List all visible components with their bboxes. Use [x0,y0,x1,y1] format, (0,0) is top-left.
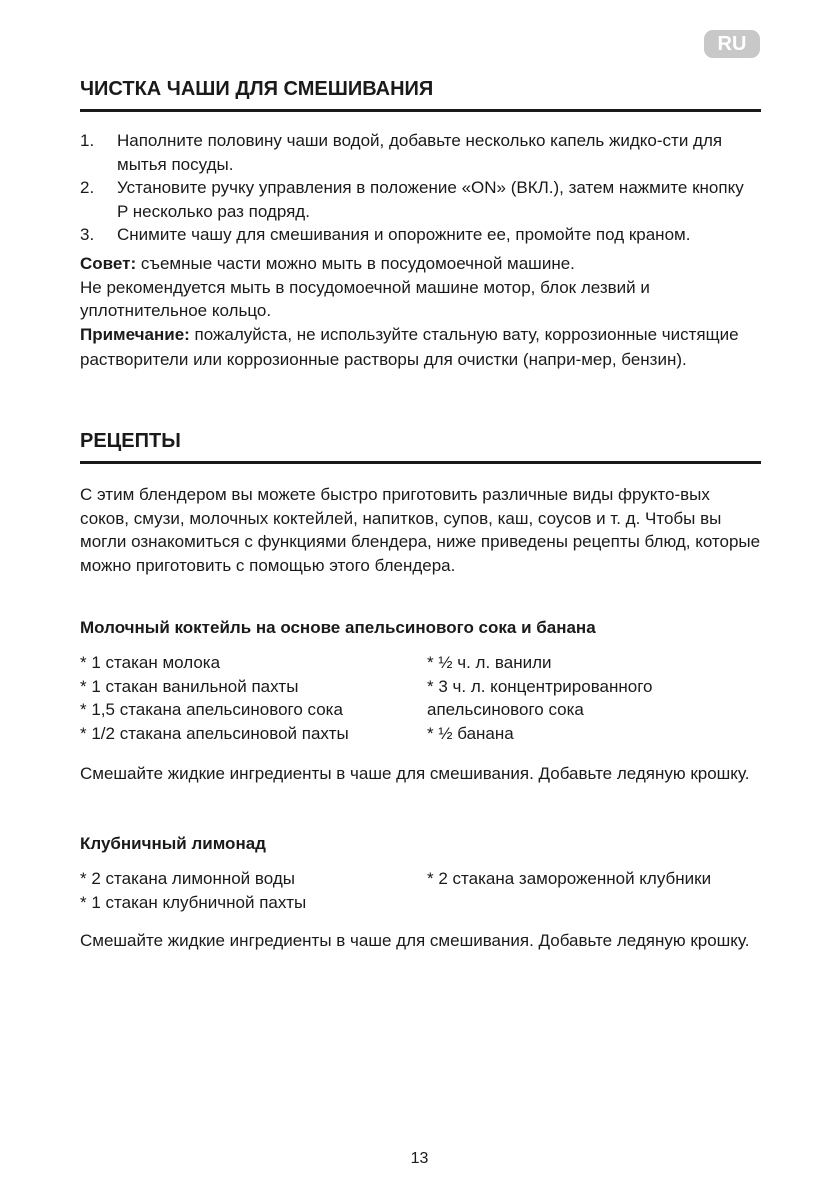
step [80,129,752,176]
tip-label: Совет: [80,254,137,273]
recipe-instructions: Смешайте жидкие ингредиенты в чаше для смешивания. Добавьте ледяную крошку. [80,764,750,783]
ingredient: апельсинового сока [427,700,584,719]
ingredients [80,867,762,914]
step-number: 3. [80,225,95,244]
note-text: пожалуйста, не используйте стальную вату, коррозионные чистящие растворители или коррозионные растворы для очистки (напри-мер, бензин). [80,325,739,369]
step-text: Установите ручку управления в положение «ON» (ВКЛ.), затем нажмите кнопку P несколько раз подряд. [117,178,744,221]
tip [80,252,762,323]
step [80,223,752,247]
tip-text: съемные части можно мыть в посудомоечной машине. [136,254,575,273]
ingredient: * 3 ч. л. концентрированного [427,676,653,696]
recipe-title: Молочный коктейль на основе апельсинового сока и банана [80,618,596,637]
step-number: 2. [80,178,95,197]
step-number: 1. [80,131,95,150]
cleaning-steps [80,129,752,247]
page-number: 13 [410,1150,429,1167]
ingredient: * 1 стакан ванильной пахты [80,676,299,696]
ingredient: * ½ ч. л. ванили [427,653,552,672]
tip-text-2: Не рекомендуется мыть в посудомоечной машине мотор, блок лезвий и уплотнительное кольцо. [80,277,650,320]
ingredient: * 2 стакана лимонной воды [80,869,295,888]
recipes-intro: С этим блендером вы можете быстро приготовить различные виды фрукто-вых соков, смузи, молочных коктейлей, напитков, супов, каш, соусов и т. д. Чтобы вы могли ознакомиться с функциями блендера, ниже приведены рецепты блюд, которые можно приготовить с помощью этого блендера. [80,485,761,575]
section-title-recipes: РЕЦЕПТЫ [80,430,181,452]
ingredient: * 2 стакана замороженной клубники [427,869,712,888]
ingredient: * ½ банана [427,723,514,743]
note-label: Примечание: [80,325,190,344]
ingredient: * 1 стакан клубничной пахты [80,892,307,912]
language-badge: RU [704,30,760,58]
step-text: Наполните половину чаши водой, добавьте несколько капель жидко-сти для мытья посуды. [117,131,723,174]
recipe-title: Клубничный лимонад [80,834,266,853]
ingredient: * 1/2 стакана апельсиновой пахты [80,723,349,743]
step [80,176,752,223]
note [80,322,762,372]
section-title-cleaning: ЧИСТКА ЧАШИ ДЛЯ СМЕШИВАНИЯ [80,78,434,100]
ingredient: * 1,5 стакана апельсинового сока [80,700,343,719]
divider [80,109,761,112]
ingredient: * 1 стакан молока [80,653,221,672]
recipe-instructions: Смешайте жидкие ингредиенты в чаше для смешивания. Добавьте ледяную крошку. [80,931,750,950]
ingredients [80,651,762,745]
step-text: Снимите чашу для смешивания и опорожните ее, промойте под краном. [117,225,691,244]
divider [80,461,761,464]
